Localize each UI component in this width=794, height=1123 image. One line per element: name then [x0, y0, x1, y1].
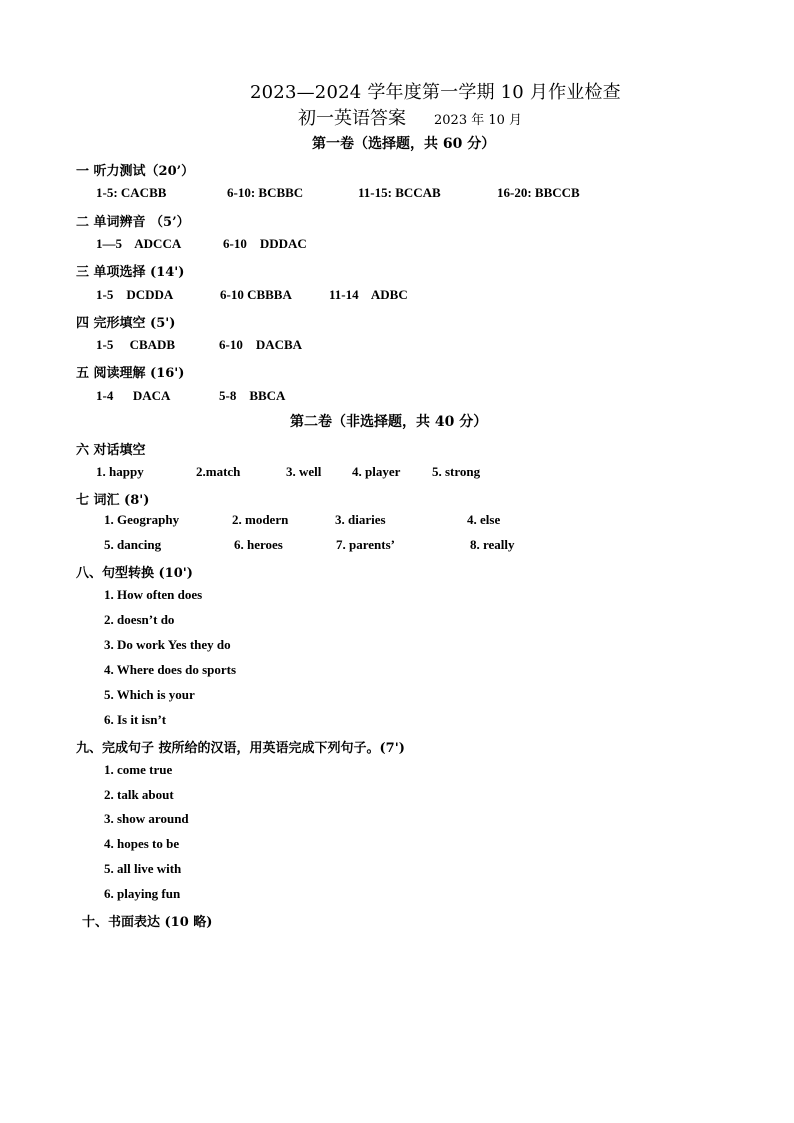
- answer-item: 6. heroes: [234, 537, 283, 552]
- answer-item: 5. strong: [432, 464, 481, 479]
- page-subtitle-line: [298, 104, 522, 130]
- answer-group: 16-20: BBCCB: [497, 185, 580, 200]
- answer-line: 4. Where does do sports: [104, 662, 237, 677]
- answer-group: 6-10 DDDAC: [223, 236, 307, 251]
- section-6-label: 六 对话填空: [76, 443, 146, 458]
- section-1-label: 一 听力测试（20’）: [76, 164, 195, 179]
- answer-line: 6. playing fun: [104, 886, 181, 901]
- part-one-title: 第一卷（选择题，共 60 分）: [312, 136, 496, 152]
- answer-item: 3. well: [286, 464, 322, 479]
- answer-group: 6-10: BCBBC: [227, 185, 304, 200]
- answer-group: 1—5 ADCCA: [96, 236, 182, 251]
- answer-item: 7. parents’: [336, 537, 395, 552]
- answer-group: 6-10 DACBA: [219, 337, 303, 352]
- answer-line: 3. Do work Yes they do: [104, 637, 231, 652]
- answer-item: 4. player: [352, 464, 401, 479]
- answer-line: 4. hopes to be: [104, 836, 180, 851]
- answer-line: 2. doesn’t do: [104, 612, 175, 627]
- answer-group: 1-4 DACA: [96, 388, 171, 403]
- answer-line: 1. How often does: [104, 587, 203, 602]
- section-7-label: 七 词汇 (8'): [76, 493, 150, 508]
- exam-date: 2023 年 10 月: [434, 113, 523, 128]
- answer-group: 1-5 DCDDA: [96, 287, 174, 302]
- answer-item: 5. dancing: [104, 537, 162, 552]
- section-5-label: 五 阅读理解 (16'): [76, 366, 185, 381]
- answer-line: 1. come true: [104, 762, 173, 777]
- answer-group: 6-10 CBBBA: [220, 287, 292, 302]
- answer-item: 2. modern: [232, 512, 289, 527]
- answer-item: 1. happy: [96, 464, 144, 479]
- answer-item: 4. else: [467, 512, 501, 527]
- answer-group: 1-5: CACBB: [96, 185, 167, 200]
- answer-line: 6. Is it isn’t: [104, 712, 167, 727]
- answer-line: 5. all live with: [104, 861, 182, 876]
- answer-group: 1-5 CBADB: [96, 337, 176, 352]
- section-4-label: 四 完形填空 (5'): [76, 316, 176, 331]
- answer-line: 5. Which is your: [104, 687, 195, 702]
- answer-group: 5-8 BBCA: [219, 388, 286, 403]
- answer-item: 2.match: [196, 464, 241, 479]
- answer-item: 3. diaries: [335, 512, 386, 527]
- section-8-label: 八、句型转换 (10'): [76, 566, 193, 581]
- part-two-title: 第二卷（非选择题，共 40 分）: [290, 414, 488, 430]
- section-10-label: 十、书面表达 (10 略): [82, 915, 213, 930]
- section-3-label: 三 单项选择 (14'): [76, 265, 185, 280]
- answer-line: 3. show around: [104, 811, 189, 826]
- answer-group: 11-14 ADBC: [329, 287, 408, 302]
- answer-item: 1. Geography: [104, 512, 180, 527]
- section-2-label: 二 单词辨音 （5’）: [76, 215, 190, 230]
- answer-line: 2. talk about: [104, 787, 174, 802]
- section-9-label: 九、完成句子 按所给的汉语，用英语完成下列句子。(7'): [76, 741, 405, 756]
- page-subtitle: 初一英语答案: [298, 108, 406, 129]
- page-title: 2023—2024 学年度第一学期 10 月作业检查: [250, 82, 621, 103]
- answer-item: 8. really: [470, 537, 515, 552]
- answer-group: 11-15: BCCAB: [358, 185, 441, 200]
